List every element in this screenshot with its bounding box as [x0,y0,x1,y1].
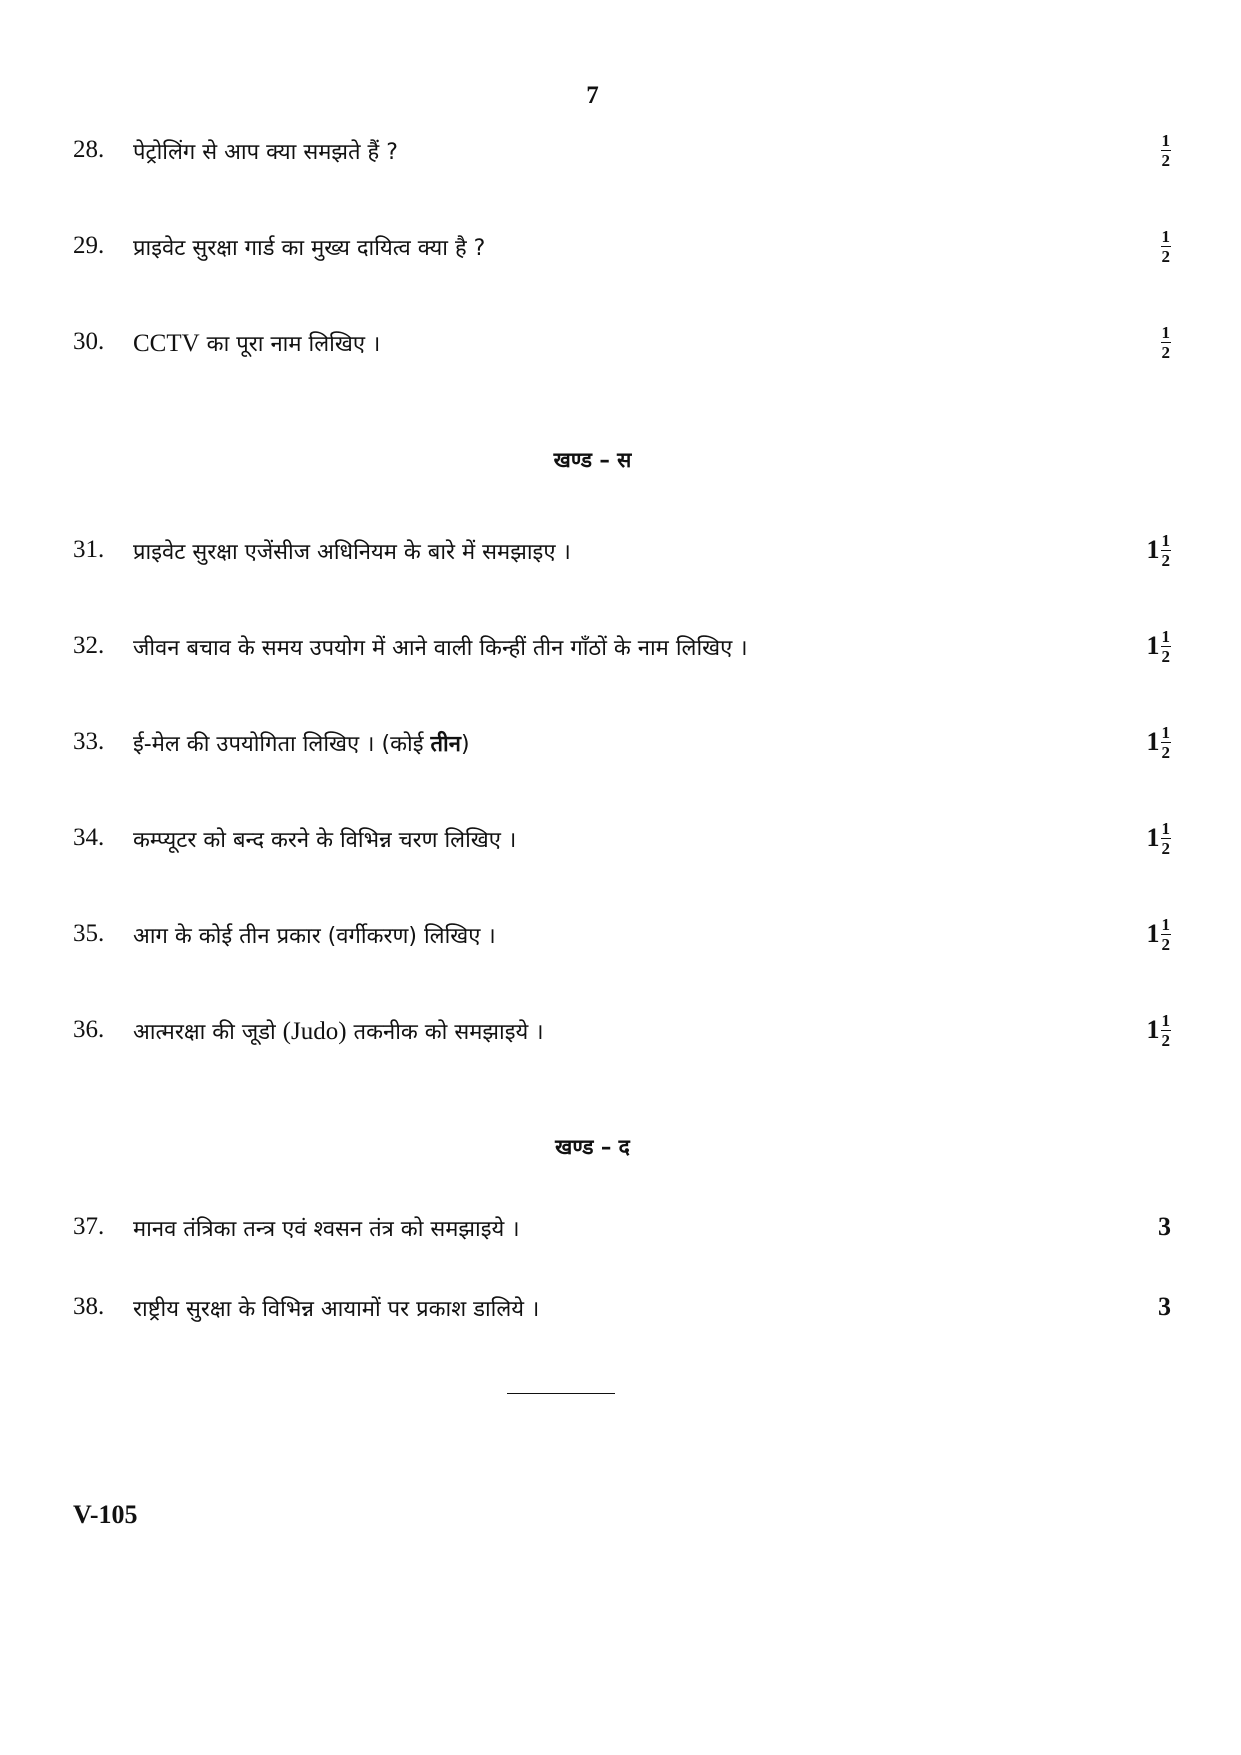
question-31 [0,526,1241,574]
question-37 [0,1203,1241,1251]
question-number: 29. [73,232,105,259]
question-text: राष्ट्रीय सुरक्षा के विभिन्न आयामों पर प्रकाश डालिये । [133,1297,540,1322]
question-34 [0,814,1241,862]
question-33 [0,718,1241,766]
question-32 [0,622,1241,670]
paper-code: V-105 [73,1500,138,1529]
question-number: 37. [73,1213,105,1240]
question-number: 30. [73,328,105,355]
question-text: पेट्रोलिंग से आप क्या समझते हैं ? [133,140,398,165]
question-number: 31. [73,536,105,563]
question-number: 28. [73,136,105,163]
question-text: प्राइवेट सुरक्षा गार्ड का मुख्य दायित्व क्या है ? [133,236,486,261]
question-number: 36. [73,1016,105,1043]
marks-fraction: $\frac{1}{2}$ [1161,1010,1170,1050]
marks: 1 $\frac{1}{2}$ [1146,818,1170,858]
question-30 [0,318,1241,366]
question-number: 32. [73,632,105,659]
marks: 1 $\frac{1}{2}$ [1146,530,1170,570]
question-text: आत्मरक्षा की जूडो (Judo) तकनीक को समझाइये । [133,1018,544,1045]
marks [1160,126,1172,174]
question-text: आग के कोई तीन प्रकार (वर्गीकरण) लिखिए । [133,924,496,949]
marks: 3 [1158,1212,1171,1241]
marks: 1 $\frac{1}{2}$ [1146,1010,1170,1050]
marks-fraction: $\frac{1}{2}$ [1161,226,1170,266]
section-heading-da: खण्ड – द [555,1135,630,1159]
marks-fraction: $\frac{1}{2}$ [1161,626,1170,666]
question-text: जीवन बचाव के समय उपयोग में आने वाली किन्हीं तीन गाँठों के नाम लिखिए । [133,636,748,661]
marks: 1 $\frac{1}{2}$ [1146,914,1170,954]
question-number: 33. [73,728,105,755]
question-36 [0,1006,1241,1054]
end-of-paper-rule [507,1393,615,1394]
section-heading-sa: खण्ड – स [553,448,632,472]
marks-fraction: $\frac{1}{2}$ [1161,914,1170,954]
marks-fraction: $\frac{1}{2}$ [1161,530,1170,570]
question-text: कम्प्यूटर को बन्द करने के विभिन्न चरण लिखिए । [133,828,517,853]
marks: 1 $\frac{1}{2}$ [1146,722,1170,762]
marks: 1 $\frac{1}{2}$ [1146,626,1170,666]
marks [1160,318,1172,366]
question-number: 38. [73,1293,105,1320]
marks-fraction: $\frac{1}{2}$ [1161,130,1170,170]
question-number: 35. [73,920,105,947]
marks-fraction: $\frac{1}{2}$ [1161,818,1170,858]
question-text: मानव तंत्रिका तन्त्र एवं श्वसन तंत्र को समझाइये । [133,1217,520,1242]
page-number: 7 [586,82,599,109]
question-29 [0,222,1241,270]
question-35 [0,910,1241,958]
question-38 [0,1283,1241,1331]
marks: 3 [1158,1292,1171,1321]
marks [1160,222,1172,270]
question-text: प्राइवेट सुरक्षा एजेंसीज अधिनियम के बारे में समझाइए । [133,540,571,565]
question-text: CCTV का पूरा नाम लिखिए । [133,330,381,357]
question-text: ई-मेल की उपयोगिता लिखिए । (कोई तीन) [133,732,470,757]
question-28 [0,126,1241,174]
marks-fraction: $\frac{1}{2}$ [1161,322,1170,362]
question-number: 34. [73,824,105,851]
marks-fraction: $\frac{1}{2}$ [1161,722,1170,762]
